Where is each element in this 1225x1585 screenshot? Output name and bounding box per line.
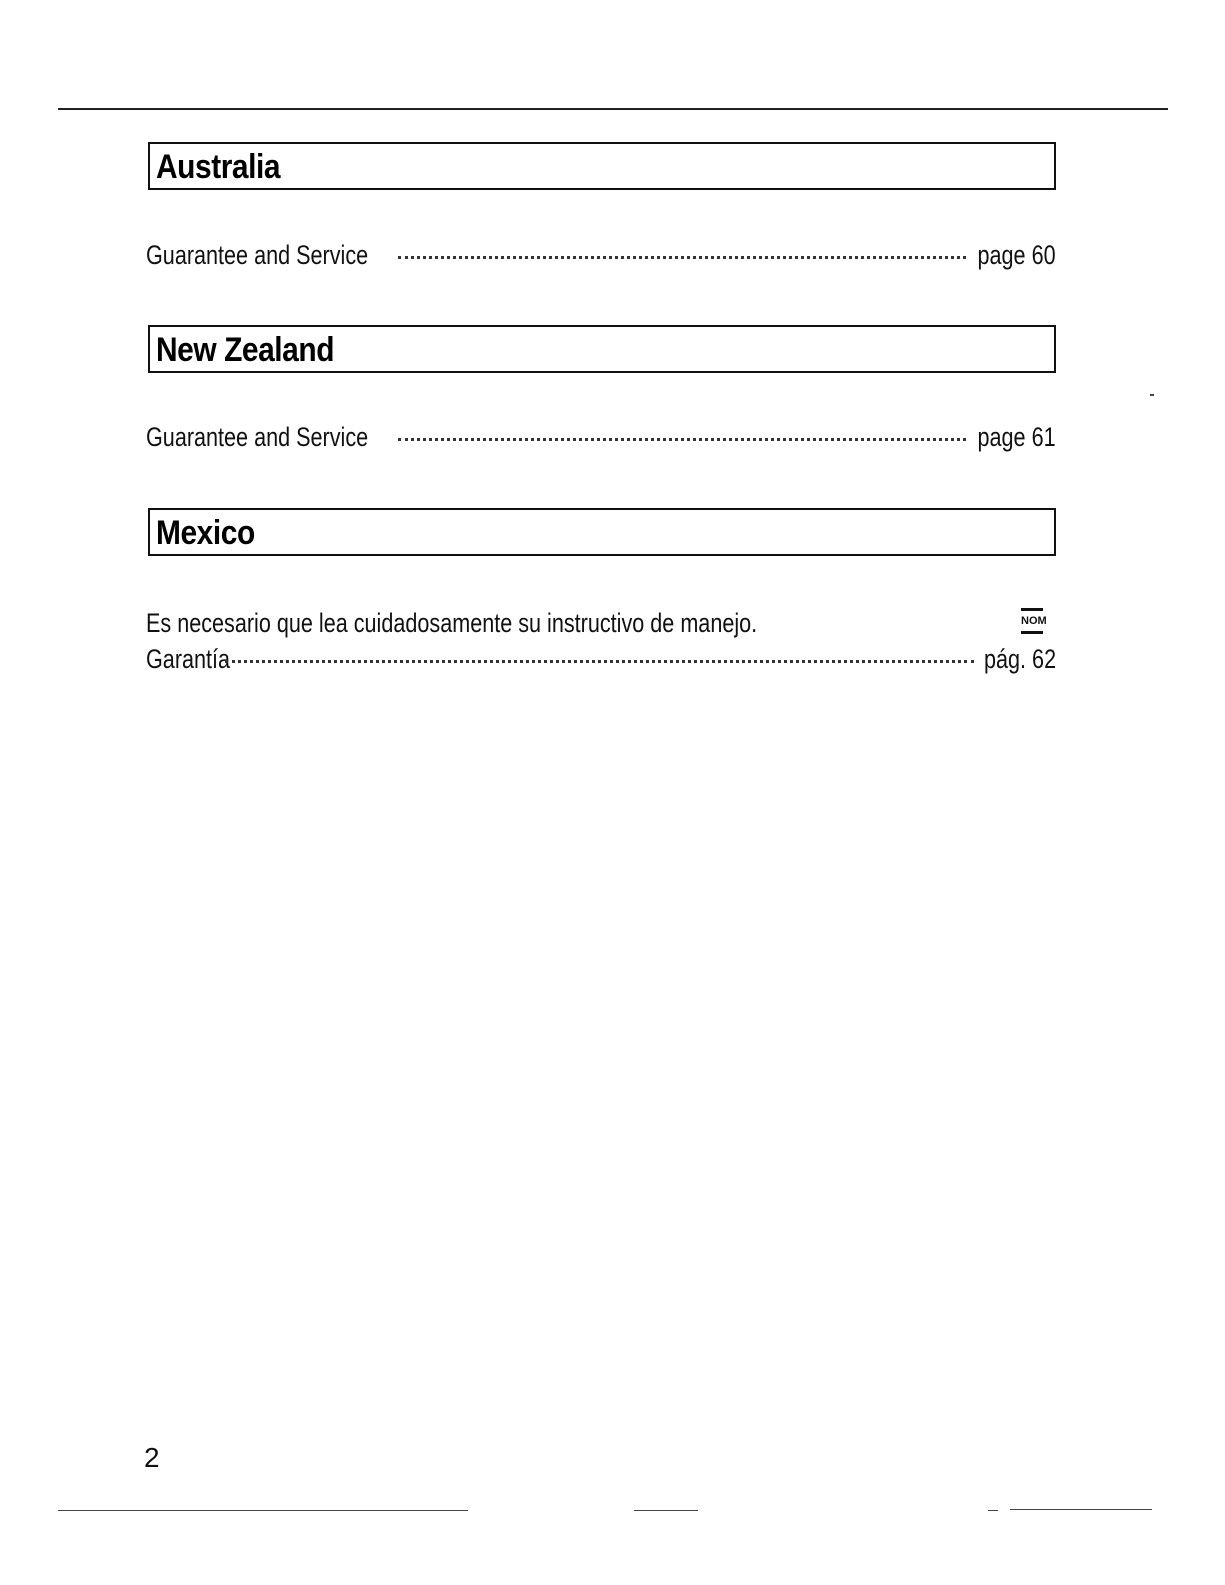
dot-leader [225,660,974,663]
bottom-rule-right-dash [988,1510,998,1511]
mexico-note: Es necesario que lea cuidadosamente su instructivo de manejo. [146,608,758,638]
toc-entry-label: Guarantee and Service [146,240,369,270]
toc-entry-australia-guarantee[interactable] [146,240,1056,274]
section-header-mexico [148,508,1056,556]
nom-logo-icon: NOM [1021,608,1043,634]
page-number: 2 [144,1442,160,1473]
margin-mark [1150,394,1154,396]
section-header-australia [148,142,1056,190]
dot-leader [398,256,967,259]
bottom-rule-right [1010,1509,1152,1510]
top-rule [58,108,1168,110]
toc-entry-label: Guarantee and Service [146,422,369,452]
dot-leader [398,438,967,441]
bottom-rule-left [58,1510,468,1511]
bottom-rule-center [634,1510,698,1511]
toc-entry-mexico-garantia[interactable] [146,644,1056,678]
section-title: Mexico [156,514,255,552]
toc-entry-label: Garantía [146,644,231,674]
toc-entry-page: pág. 62 [983,644,1056,674]
toc-entry-page: page 60 [977,240,1056,270]
toc-entry-page: page 61 [977,422,1056,452]
section-title: New Zealand [156,331,335,369]
section-title: Australia [156,148,281,186]
section-header-new-zealand [148,325,1056,373]
toc-entry-new-zealand-guarantee[interactable] [146,422,1056,456]
